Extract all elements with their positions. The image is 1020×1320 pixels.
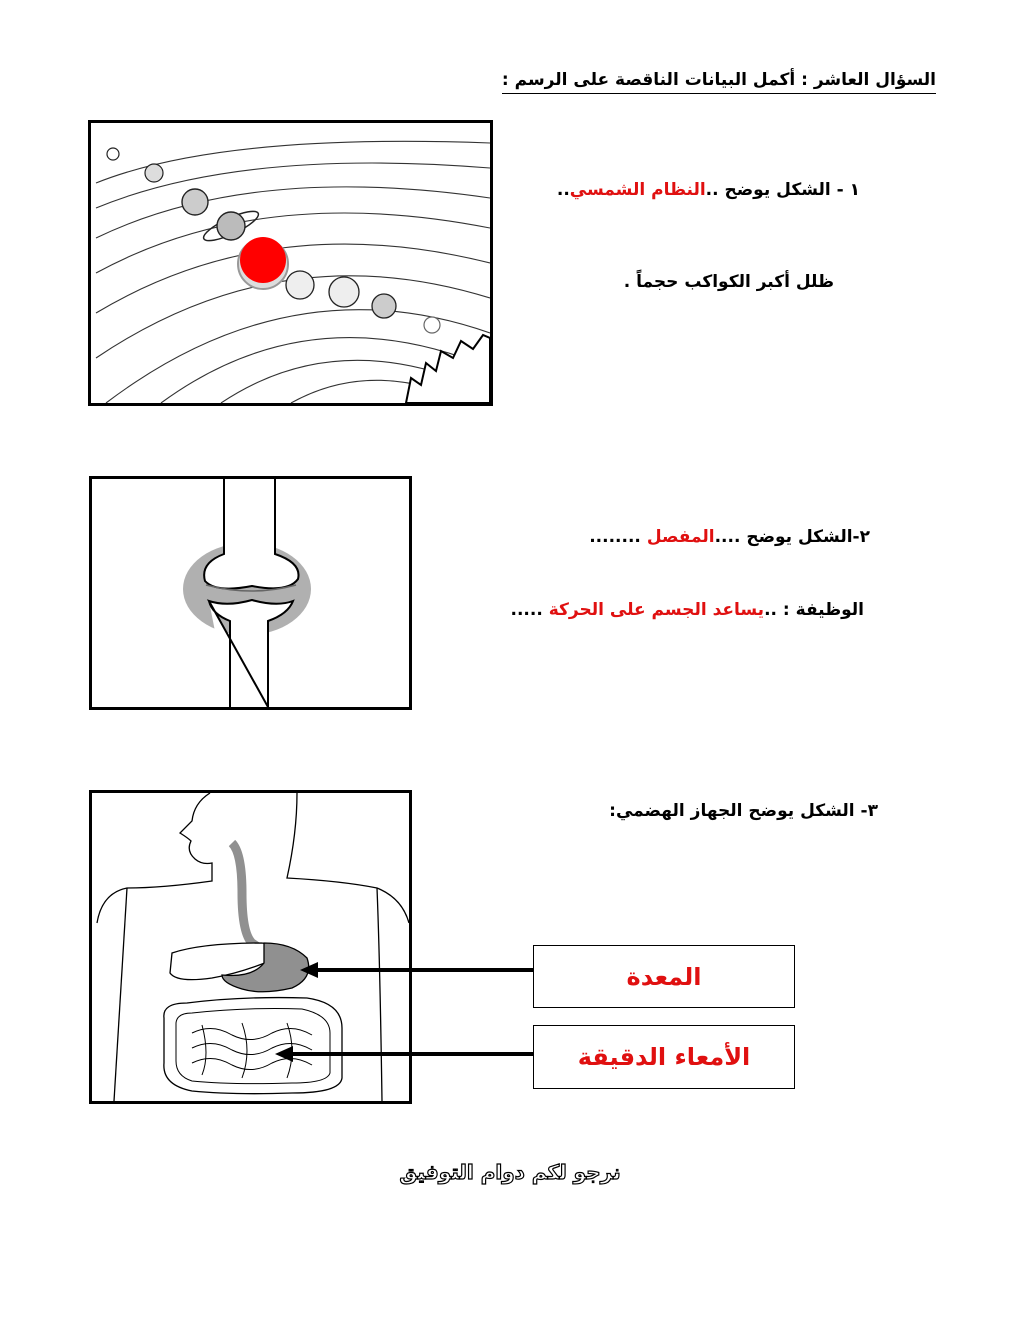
planet-mars [286,271,314,299]
label-small-intestine: الأمعاء الدقيقة [533,1025,795,1089]
q1-answer: النظام الشمسي [569,180,706,200]
knee-joint-illustration [92,479,409,707]
planet-earth [329,277,359,307]
arrow-intestine-head [275,1046,293,1062]
arrow-stomach-head [300,962,318,978]
q2-line2-prefix: الوظيفة : .. [764,600,864,620]
pointer-arrows [270,950,535,1070]
q2-line2-suffix: ..... [510,600,549,620]
q2-line1 [589,527,870,547]
q1-line1-prefix: ١ - الشكل يوضح .. [705,180,860,200]
label-stomach: المعدة [533,945,795,1008]
planet-venus [372,294,396,318]
q1-line1-suffix: .. [556,180,570,200]
q1-line2: ظلل أكبر الكواكب حجماً . [623,272,834,292]
joint-figure [89,476,412,710]
planet-jupiter-shaded [238,237,288,289]
upper-bone [204,479,298,589]
q2-function-answer: يساعد الجسم على الحركة [548,600,765,620]
closing-message: نرجو لكم دوام التوفيق [399,1160,621,1184]
solar-system-illustration [91,123,490,403]
q2-answer: المفصل [646,527,715,547]
planet-mercury [424,317,440,333]
solar-system-figure [88,120,493,406]
lower-bone [209,600,293,707]
question-heading: السؤال العاشر : أكمل البيانات الناقصة على الرسم : [502,70,936,94]
esophagus [232,843,267,953]
planet-uranus [182,189,208,215]
q2-line2 [511,600,864,620]
q2-line1-suffix: ........ [589,527,647,547]
planet-pluto [107,148,119,160]
planet-neptune [145,164,163,182]
q2-line1-prefix: ٢-الشكل يوضح .... [714,527,870,547]
q3-line1: ٣- الشكل يوضح الجهاز الهضمي: [609,801,878,821]
q1-line1 [557,180,860,200]
